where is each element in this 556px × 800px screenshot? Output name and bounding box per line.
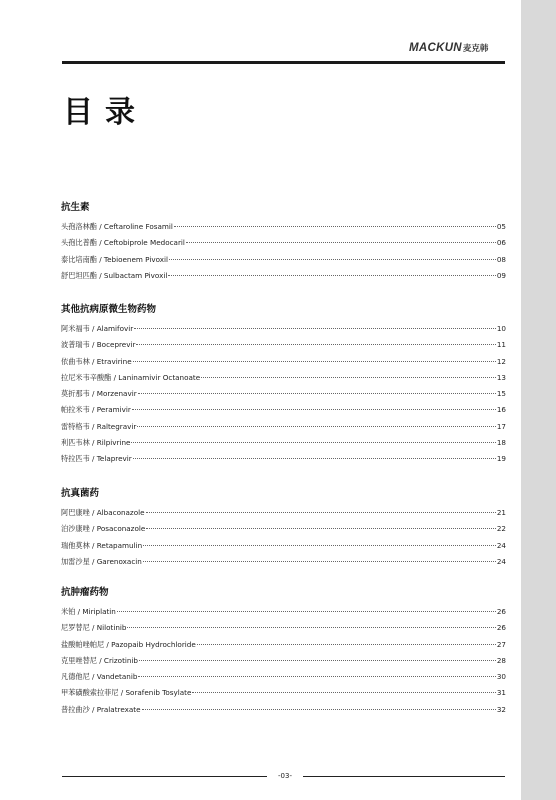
- toc-entry-title: 加雷沙星 / Garenoxacin: [61, 556, 142, 566]
- dot-leader: [192, 691, 495, 693]
- toc-entry[interactable]: [61, 321, 506, 337]
- toc-entry[interactable]: [61, 252, 506, 268]
- toc-entry[interactable]: [61, 451, 506, 467]
- toc-entry[interactable]: [61, 219, 506, 235]
- toc-entry-page: 32: [496, 704, 506, 714]
- toc-entry[interactable]: [61, 521, 506, 537]
- footer-rule-left: [62, 776, 267, 777]
- toc-entry-page: 11: [496, 340, 506, 350]
- toc-entry-page: 24: [496, 556, 506, 566]
- toc-entry-page: 28: [496, 655, 506, 665]
- toc-entry-page: 05: [496, 222, 506, 231]
- dot-leader: [146, 511, 496, 513]
- toc-entry[interactable]: [61, 653, 506, 669]
- toc-entry[interactable]: [61, 505, 506, 521]
- dot-leader: [143, 544, 496, 546]
- dot-leader: [127, 626, 495, 628]
- dot-leader: [131, 441, 495, 443]
- dot-leader: [133, 457, 496, 459]
- toc-entry-page: 18: [496, 438, 506, 448]
- dot-leader: [138, 392, 496, 394]
- section-heading: 其他抗病原微生物药物: [61, 304, 157, 315]
- brand-logo-latin: MACKUN: [409, 42, 462, 54]
- toc-entry-title: 莫折那韦 / Morzenavir: [61, 389, 137, 399]
- toc-entry-title: 舒巴坦匹酯 / Sulbactam Pivoxil: [61, 270, 168, 280]
- dot-leader: [168, 274, 496, 276]
- dot-leader: [136, 343, 495, 345]
- toc-entry-title: 尼罗替尼 / Nilotinib: [61, 623, 127, 633]
- dot-leader: [137, 425, 495, 427]
- dot-leader: [142, 708, 496, 710]
- toc-entry-title: 泰比培南酯 / Tebioenem Pivoxil: [61, 254, 169, 264]
- section-heading: 抗生素: [61, 202, 90, 213]
- toc-section: [61, 303, 506, 468]
- toc-entry-title: 米铂 / Miriplatin: [61, 607, 116, 616]
- dot-leader: [133, 360, 496, 362]
- toc-entry-page: 31: [496, 688, 506, 698]
- dot-leader: [139, 659, 496, 661]
- toc-entry-list: [61, 604, 506, 718]
- toc-entry[interactable]: [61, 435, 506, 451]
- dot-leader: [169, 258, 496, 260]
- toc-entry-page: 30: [496, 672, 506, 682]
- toc-section: [61, 586, 506, 718]
- dot-leader: [134, 327, 496, 329]
- toc-entry-page: 19: [496, 454, 506, 464]
- toc-entry-list: [61, 219, 506, 284]
- toc-entry-page: 16: [496, 405, 506, 415]
- dot-leader: [186, 241, 496, 243]
- section-heading: 抗真菌药: [61, 488, 100, 499]
- header-rule: [62, 61, 505, 64]
- toc-entry-page: 24: [496, 540, 506, 550]
- toc-entry-title: 甲苯磺酸索拉菲尼 / Sorafenib Tosylate: [61, 688, 192, 698]
- toc-entry-title: 特拉匹韦 / Telaprevir: [61, 454, 132, 464]
- toc-entry[interactable]: [61, 419, 506, 435]
- toc-entry-title: 阿巴康唑 / Albaconazole: [61, 508, 145, 517]
- side-margin-strip: [521, 0, 556, 800]
- toc-entry-title: 雷特格韦 / Raltegravir: [61, 421, 137, 431]
- toc-entry-title: 盐酸帕唑帕尼 / Pazopaib Hydrochloride: [61, 639, 196, 649]
- toc-entry-title: 泊沙康唑 / Posaconazole: [61, 524, 146, 534]
- dot-leader: [146, 527, 496, 529]
- toc-entry-title: 帕拉米韦 / Peramivir: [61, 405, 131, 415]
- toc-entry-title: 头孢比普酯 / Ceftobiprole Medocaril: [61, 238, 185, 248]
- toc-entry-page: 15: [496, 389, 506, 399]
- toc-entry-list: [61, 321, 506, 468]
- toc-entry[interactable]: [61, 386, 506, 402]
- toc-entry-title: 凡德他尼 / Vandetanib: [61, 672, 138, 682]
- toc-entry-title: 瑞他莫林 / Retapamulin: [61, 540, 143, 550]
- toc-entry[interactable]: [61, 604, 506, 620]
- toc-entry-page: 22: [496, 524, 506, 534]
- toc-entry-page: 09: [496, 270, 506, 280]
- toc-entry-page: 26: [496, 623, 506, 633]
- toc-entry-page: 26: [496, 607, 506, 616]
- toc-entry[interactable]: [61, 620, 506, 636]
- toc-entry-page: 10: [496, 324, 506, 333]
- brand-logo: [409, 42, 488, 54]
- toc-entry-title: 拉尼米韦辛酸酯 / Laninamivir Octanoate: [61, 372, 201, 382]
- toc-entry[interactable]: [61, 235, 506, 251]
- toc-entry-page: 06: [496, 238, 506, 248]
- toc-entry-page: 12: [496, 356, 506, 366]
- toc-entry-list: [61, 505, 506, 570]
- section-heading: 抗肿瘤药物: [61, 587, 109, 598]
- toc-entry-title: 克里唑替尼 / Crizotinib: [61, 655, 138, 665]
- toc-entry[interactable]: [61, 702, 506, 718]
- toc-entry-title: 阿米福韦 / Alamifovir: [61, 324, 134, 333]
- dot-leader: [132, 408, 496, 410]
- brand-logo-cjk: 麦克韩: [462, 44, 489, 54]
- toc-entry[interactable]: [61, 268, 506, 284]
- toc-section: [61, 487, 506, 570]
- toc-entry-title: 波普瑞韦 / Boceprevir: [61, 340, 136, 350]
- toc-entry-page: 08: [496, 254, 506, 264]
- toc-entry[interactable]: [61, 637, 506, 653]
- toc-entry-title: 依曲韦林 / Etravirine: [61, 356, 132, 366]
- dot-leader: [197, 643, 496, 645]
- toc-entry[interactable]: [61, 669, 506, 685]
- footer-page-number: -03-: [278, 772, 292, 780]
- toc-entry-page: 27: [496, 639, 506, 649]
- toc-section: [61, 201, 506, 284]
- toc-entry[interactable]: [61, 354, 506, 370]
- toc-entry-title: 普拉曲沙 / Pralatrexate: [61, 704, 141, 714]
- dot-leader: [201, 376, 496, 378]
- toc-entry-page: 17: [496, 421, 506, 431]
- dot-leader: [143, 560, 496, 562]
- toc-entry-title: 利匹韦林 / Rilpivrine: [61, 438, 131, 448]
- toc-entry[interactable]: [61, 370, 506, 386]
- toc-entry-page: 13: [496, 372, 506, 382]
- dot-leader: [174, 225, 496, 227]
- toc-entry[interactable]: [61, 685, 506, 701]
- dot-leader: [117, 610, 496, 612]
- toc-entry[interactable]: [61, 402, 506, 418]
- toc-entry-title: 头孢洛林酯 / Ceftaroline Fosamil: [61, 222, 173, 231]
- toc-entry-page: 21: [496, 508, 506, 517]
- toc-entry[interactable]: [61, 554, 506, 570]
- dot-leader: [138, 675, 495, 677]
- toc-entry[interactable]: [61, 337, 506, 353]
- footer-rule-right: [303, 776, 505, 777]
- page-title: 目录: [63, 95, 147, 130]
- toc-entry[interactable]: [61, 538, 506, 554]
